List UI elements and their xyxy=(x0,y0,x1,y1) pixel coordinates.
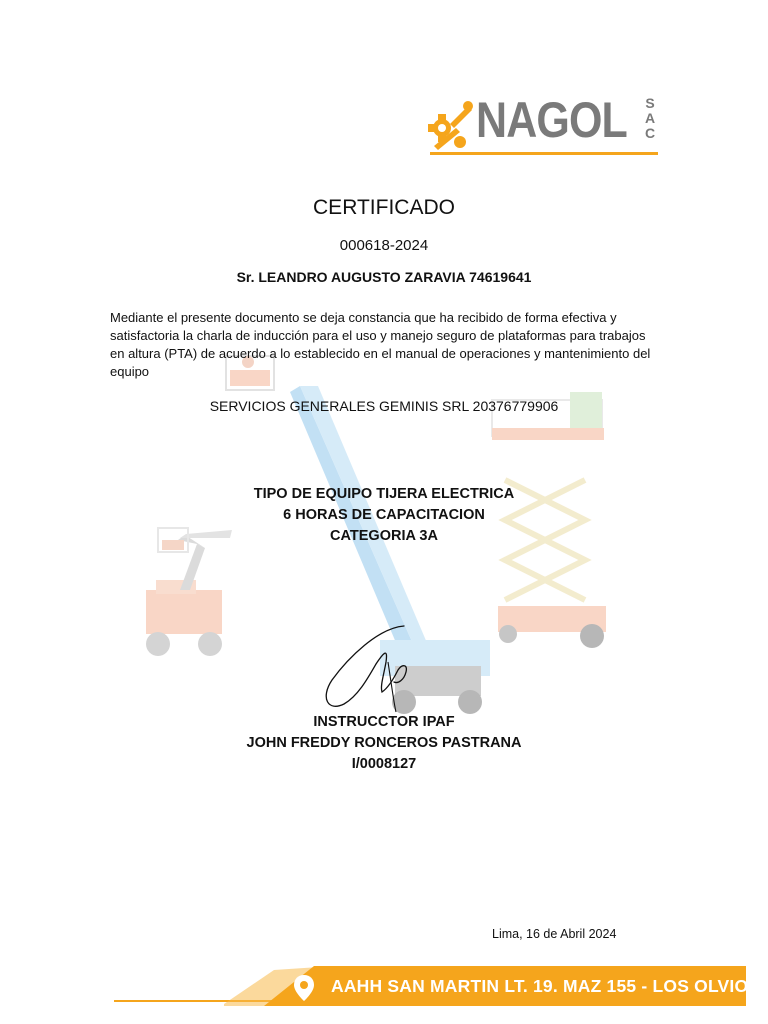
recipient-name: Sr. LEANDRO AUGUSTO ZARAVIA 74619641 xyxy=(236,269,532,285)
issue-date: Lima, 16 de Abril 2024 xyxy=(492,927,617,941)
wrench-gear-icon xyxy=(428,98,474,154)
location-pin-icon xyxy=(293,974,315,1002)
company-logo xyxy=(428,92,660,158)
logo-underline xyxy=(430,152,658,155)
certificate-number: 000618-2024 xyxy=(339,237,429,254)
instructor-signature xyxy=(318,618,438,714)
certificate-title: CERTIFICADO xyxy=(313,196,455,219)
training-hours: 6 HORAS DE CAPACITACION xyxy=(283,507,485,523)
company-name: SERVICIOS GENERALES GEMINIS SRL 20376779906 xyxy=(209,398,559,414)
equipment-type: TIPO DE EQUIPO TIJERA ELECTRICA xyxy=(253,486,515,502)
instructor-title: INSTRUCCTOR IPAF xyxy=(313,714,455,730)
logo-suffix xyxy=(643,96,659,141)
instructor-details xyxy=(0,712,768,775)
footer-address: AAHH SAN MARTIN LT. 19. MAZ 155 - LOS OLVIOS xyxy=(331,976,761,996)
logo-suffix-text: SAC xyxy=(644,95,656,141)
logo-wordmark: NAGOL xyxy=(476,92,627,148)
equipment-category: CATEGORIA 3A xyxy=(330,528,438,544)
instructor-id: I/0008127 xyxy=(351,756,417,772)
equipment-details xyxy=(0,484,768,547)
instructor-name: JOHN FREDDY RONCEROS PASTRANA xyxy=(246,735,522,751)
articulated-boom-lift-illustration xyxy=(146,528,232,656)
certificate-body-text: Mediante el presente documento se deja constancia que ha recibido de forma efectiva y satisfactoria la charla de inducción para el uso y manejo seguro de plataformas para trabajos en altura (PTA) de acuerdo a lo establecido en el manual de operaciones y mantenimiento del equipo xyxy=(110,310,651,379)
